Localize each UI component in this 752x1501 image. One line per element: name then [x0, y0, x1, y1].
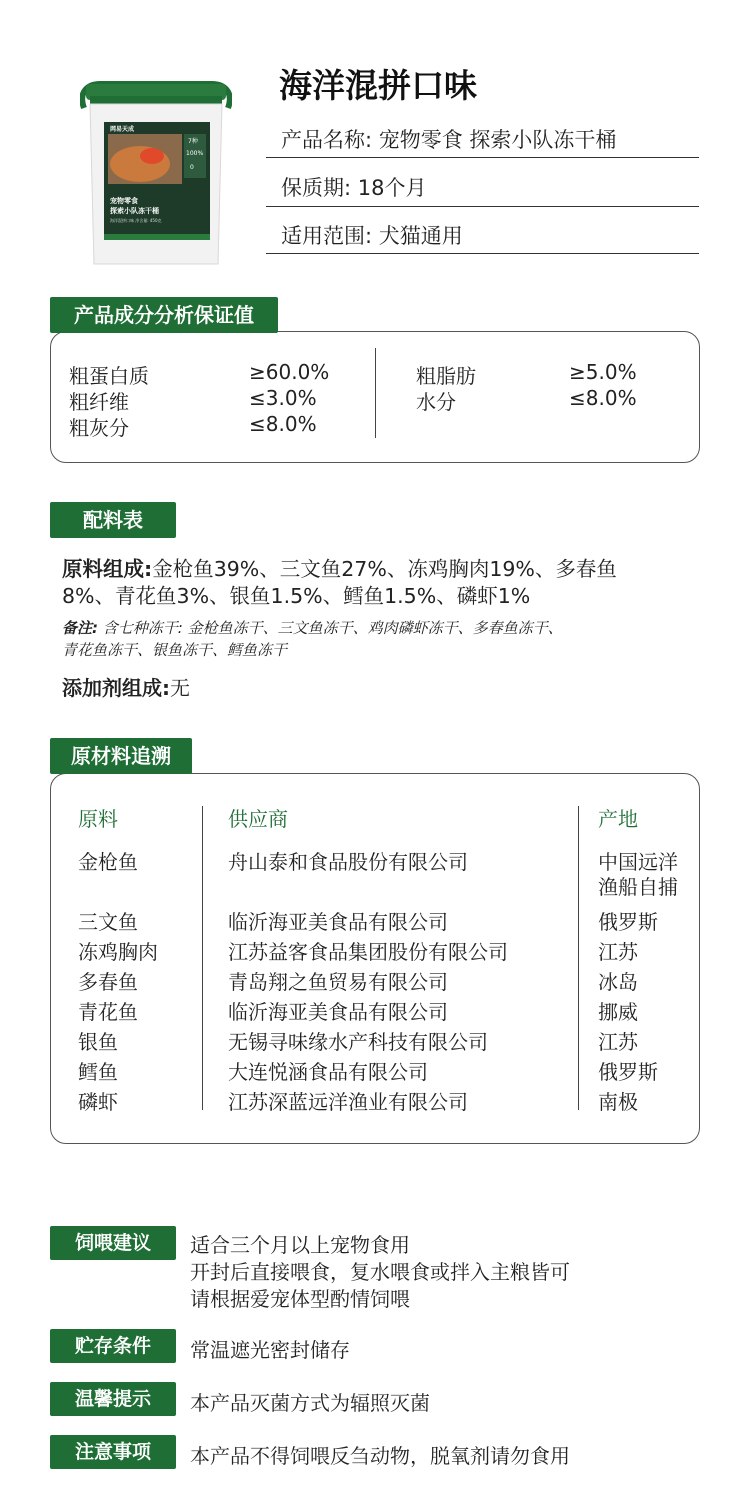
package-brand: 网易天成 [110, 126, 135, 133]
table-row-origin: 挪威 [598, 1000, 638, 1024]
warm-tip-tag: 温馨提示 [50, 1382, 176, 1416]
analysis-right-value-0: ≥5.0% [569, 360, 637, 384]
table-row-supplier: 临沂海亚美食品有限公司 [228, 1000, 448, 1024]
note-label: 备注: [62, 619, 98, 637]
table-row-supplier: 无锡寻味缘水产科技有限公司 [228, 1030, 488, 1054]
table-row-supplier: 青岛翔之鱼贸易有限公司 [228, 970, 448, 994]
caution-text: 本产品不得饲喂反刍动物，脱氧剂请勿食用 [190, 1444, 570, 1468]
table-row-material: 三文鱼 [78, 910, 138, 934]
analysis-right-name-0: 粗脂肪 [416, 364, 476, 388]
storage-text: 常温遮光密封储存 [190, 1338, 350, 1362]
table-row-supplier: 临沂海亚美食品有限公司 [228, 910, 448, 934]
table-row-supplier: 舟山泰和食品股份有限公司 [228, 850, 468, 874]
table-row-material: 银鱼 [78, 1030, 118, 1054]
ingredients-note [62, 617, 563, 661]
analysis-left-name-1: 粗纤维 [69, 390, 129, 414]
table-row-material: 青花鱼 [78, 1000, 138, 1024]
divider [266, 253, 699, 254]
additive-label: 添加剂组成: [62, 676, 170, 700]
usage-scope: 适用范围: 犬猫通用 [281, 224, 463, 248]
ingredients-tag: 配料表 [50, 502, 176, 538]
package-line-1: 宠物零食 [110, 197, 138, 205]
table-row-origin: 江苏 [598, 1030, 638, 1054]
analysis-tag: 产品成分分析保证值 [50, 297, 278, 333]
package-badge-1: 7种 [188, 138, 198, 145]
analysis-right-name-1: 水分 [416, 390, 456, 414]
table-row-material: 鳕鱼 [78, 1060, 118, 1084]
table-row-origin-2: 渔船自捕 [598, 875, 678, 899]
additive-value: 无 [170, 676, 190, 700]
table-row-material: 磷虾 [78, 1090, 118, 1114]
table-row-origin: 冰岛 [598, 970, 638, 994]
package-sub: 海洋混拼口味 净含量: 450克 [110, 218, 162, 223]
analysis-left-value-2: ≤8.0% [249, 412, 317, 436]
feeding-line-3: 请根据爱宠体型酌情饲喂 [190, 1287, 410, 1311]
header-material: 原料 [78, 807, 118, 831]
table-row-supplier: 江苏益客食品集团股份有限公司 [228, 940, 508, 964]
table-row-origin: 俄罗斯 [598, 910, 658, 934]
table-row-origin: 中国远洋 [598, 850, 678, 874]
product-title: 海洋混拼口味 [279, 66, 477, 105]
analysis-divider [375, 348, 376, 438]
additive-composition [62, 672, 190, 701]
feeding-line-2: 开封后直接喂食，复水喂食或拌入主粮皆可 [190, 1260, 570, 1284]
table-row-origin: 江苏 [598, 940, 638, 964]
table-row-origin: 俄罗斯 [598, 1060, 658, 1084]
divider [266, 157, 699, 158]
storage-tag: 贮存条件 [50, 1329, 176, 1363]
analysis-left-name-0: 粗蛋白质 [69, 364, 149, 388]
package-line-2: 探索小队冻干桶 [110, 207, 159, 215]
trace-divider-1 [202, 806, 203, 1110]
analysis-left-value-1: ≤3.0% [249, 386, 317, 410]
feeding-line-1: 适合三个月以上宠物食用 [190, 1233, 410, 1257]
shelf-life: 保质期: 18个月 [281, 176, 427, 200]
raw-line-1: 金枪鱼39%、三文鱼27%、冻鸡胸肉19%、多春鱼 [152, 557, 617, 581]
package-badge-3: 0 [190, 164, 194, 171]
table-row-origin: 南极 [598, 1090, 638, 1114]
raw-label: 原料组成: [62, 557, 153, 581]
package-badge-2: 100% [186, 150, 204, 157]
product-name: 产品名称: 宠物零食 探索小队冻干桶 [281, 128, 617, 152]
table-row-material: 金枪鱼 [78, 850, 138, 874]
raw-composition [62, 556, 617, 610]
trace-divider-2 [578, 806, 579, 1110]
table-row-material: 冻鸡胸肉 [78, 940, 158, 964]
divider [266, 206, 699, 207]
caution-tag: 注意事项 [50, 1435, 176, 1469]
trace-tag: 原材料追溯 [50, 738, 192, 774]
analysis-right-value-1: ≤8.0% [569, 386, 637, 410]
feeding-tag: 饲喂建议 [50, 1226, 176, 1260]
note-line-1: 含七种冻干: 金枪鱼冻干、三文鱼冻干、鸡肉磷虾冻干、多春鱼冻干、 [98, 619, 563, 637]
note-line-2: 青花鱼冻干、银鱼冻干、鳕鱼冻干 [62, 641, 288, 659]
header-origin: 产地 [598, 807, 638, 831]
table-row-material: 多春鱼 [78, 970, 138, 994]
table-row-supplier: 大连悦涵食品有限公司 [228, 1060, 428, 1084]
product-package-image [80, 78, 232, 268]
header-supplier: 供应商 [228, 807, 288, 831]
raw-line-2: 8%、青花鱼3%、银鱼1.5%、鳕鱼1.5%、磷虾1% [62, 584, 531, 608]
warm-tip-text: 本产品灭菌方式为辐照灭菌 [190, 1391, 430, 1415]
analysis-left-name-2: 粗灰分 [69, 416, 129, 440]
table-row-supplier: 江苏深蓝远洋渔业有限公司 [228, 1090, 468, 1114]
analysis-left-value-0: ≥60.0% [249, 360, 330, 384]
